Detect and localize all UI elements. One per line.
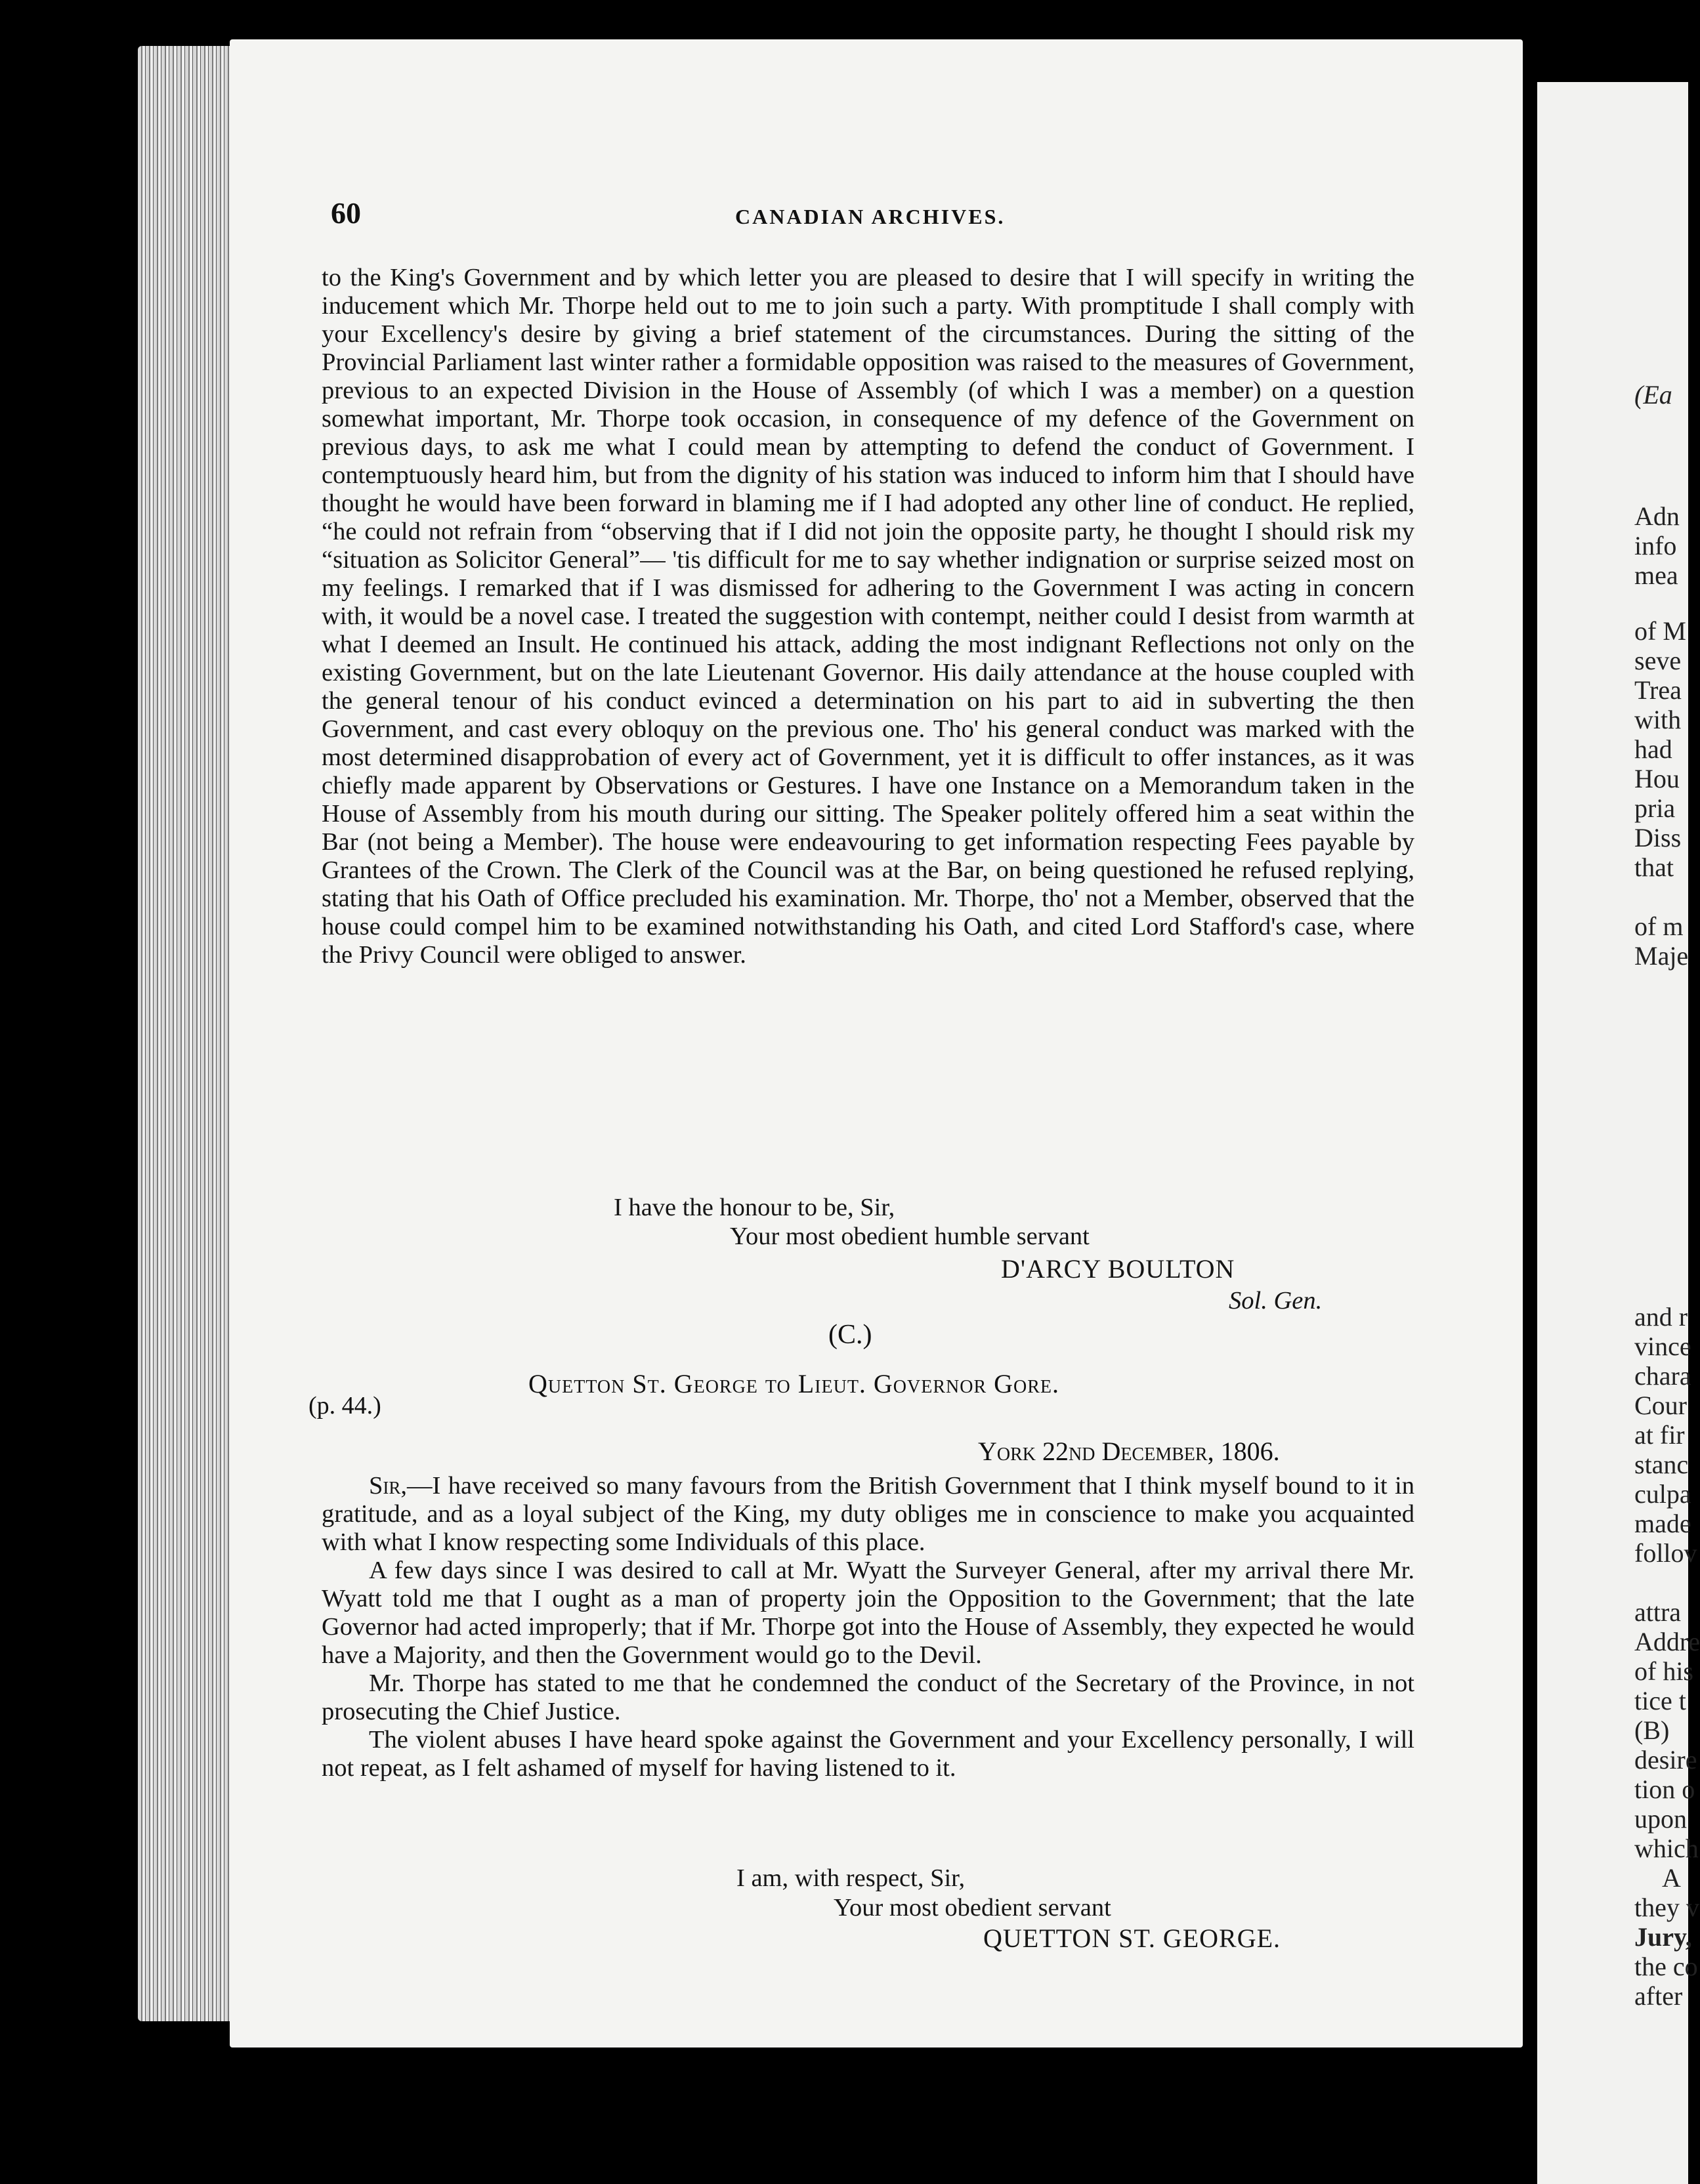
opposite-line: Addre [1634, 1627, 1700, 1656]
opposite-line: made [1634, 1509, 1691, 1538]
letter-c-closing: I am, with respect, Sir, [736, 1864, 966, 1892]
page-number: 60 [331, 196, 361, 230]
paragraph-text: —I have received so many favours from the British Government that I think myself bound to it in gratitude, and as a loyal subject of the King, my duty obliges me in conscience to make you acquainted with what I know respecting some Individuals of this place. [322, 1472, 1414, 1556]
letter-c-complimentary-close: Your most obedient servant [834, 1894, 1111, 1922]
opposite-line: the co [1634, 1952, 1698, 1981]
opposite-line: Adn [1634, 501, 1680, 531]
opposite-line: (B) [1634, 1715, 1670, 1745]
letter-c-signature: QUETTON ST. GEORGE. [983, 1923, 1281, 1953]
section-label: (C.) [828, 1320, 872, 1350]
opposite-line: of M [1634, 616, 1686, 646]
opposite-line: follov [1634, 1538, 1697, 1568]
opposite-line: Trea [1634, 675, 1682, 705]
opposite-line: upon [1634, 1804, 1687, 1834]
opposite-line: vince [1634, 1332, 1691, 1361]
opposite-line: tice t [1634, 1686, 1686, 1715]
opposite-line: at fir [1634, 1420, 1685, 1450]
letter-c-dateline: York 22nd December, 1806. [978, 1437, 1280, 1466]
letter-b-body: to the King's Government and by which letter you are pleased to desire that I will specify in writing the inducement which Mr. Thorpe held out to me to join such a party. With promptitude I shall comply with your Excellency's desire by giving a brief statement of the circumstances. During the sitting of the Provincial Parliament last winter rather a formidable opposition was raised to the measures of Government, previous to an expected Division in the House of Assembly (of which I was a member) on a question somewhat important, Mr. Thorpe took occasion, in consequence of my defence of the Government on previous days, to ask me what I could mean by attempting to defend the conduct of Government. I contemptuously heard him, but from the dignity of his station was induced to inform him that I should have thought he would have been forward in blaming me if I had adopted any other line of conduct. He replied, “he could not refrain from “observing that if I did not join the opposite party, he thought I should risk my “situation as Solicitor General”— 'tis difficult for me to say whether indignation or surprise seized most on my feelings. I remarked that if I was dismissed for adhering to the Government I was acting in concern with, it would be a novel case. I treated the suggestion with contempt, neither could I desist from warmth at what I deemed an Insult. He continued his attack, adding the most indignant Reflections not only on the existing Government, but on the late Lieutenant Governor. His daily attendance at the house coupled with the general tenour of his conduct evinced a determination on his part to aid in subverting the then Government, and cast every obloquy on the previous one. Tho' his general conduct was marked with the most determined disapprobation of every act of Government, yet it is difficult to offer instances, as it was chiefly made apparent by Observations or Gestures. I have one Instance on a Memorandum taken in the House of Assembly from his mouth during our sitting. The Speaker politely offered him a seat within the Bar (not being a Member). The house were endeavouring to get information respecting Fees payable by Grantees of the Crown. The Clerk of the Council was at the Bar, on being questioned he refused replying, stating that his Oath of Office precluded his examination. Mr. Thorpe, tho' not a Member, observed that the house could compel him to be examined notwithstanding his Oath, and cited Lord Stafford's case, where the Privy Council were obliged to answer. [322, 264, 1414, 969]
page-reference: (p. 44.) [308, 1392, 381, 1419]
letter-c-paragraph: The violent abuses I have heard spoke against the Government and your Excellency personally, I will not repeat, as I felt ashamed of myself for having listened to it. [322, 1726, 1414, 1782]
opposite-line: info [1634, 531, 1677, 560]
opposite-line: that [1634, 852, 1674, 882]
opposite-line: Cour [1634, 1391, 1687, 1420]
opposite-line: pria [1634, 793, 1676, 823]
salutation: Sir, [369, 1472, 408, 1500]
letter-b-closing: I have the honour to be, Sir, [614, 1194, 895, 1221]
opposite-line: of m [1634, 912, 1684, 941]
opposite-line: Jury, [1634, 1922, 1692, 1952]
opposite-line: Diss [1634, 823, 1682, 852]
opposite-line: had [1634, 734, 1672, 764]
opposite-line: Hou [1634, 764, 1680, 793]
letter-c-heading: Quetton St. George to Lieut. Governor Gore. [528, 1369, 1060, 1398]
opposite-line: and r [1634, 1302, 1688, 1332]
opposite-line: after [1634, 1981, 1683, 2011]
opposite-line: (Ea [1634, 380, 1672, 410]
opposite-line: chara [1634, 1361, 1691, 1391]
opposite-line: desire [1634, 1745, 1697, 1774]
opposite-line: culpa [1634, 1479, 1691, 1509]
opposite-line: A [1662, 1863, 1681, 1893]
opposite-line: with [1634, 705, 1682, 734]
opposite-line: mea [1634, 560, 1678, 590]
letter-b-signer-title: Sol. Gen. [1229, 1287, 1323, 1314]
opposite-line: of his [1634, 1656, 1693, 1686]
letter-c-body [322, 1472, 1414, 1782]
opposite-line: tion o [1634, 1774, 1695, 1804]
letter-c-paragraph [322, 1472, 1414, 1557]
opposite-line: seve [1634, 646, 1682, 675]
letter-b-complimentary-close: Your most obedient humble servant [730, 1223, 1090, 1250]
running-title: CANADIAN ARCHIVES. [735, 205, 1006, 228]
opposite-line: attra [1634, 1597, 1682, 1627]
opposite-line: Maje [1634, 941, 1689, 971]
opposite-line: stanc [1634, 1450, 1689, 1479]
opposite-line: which [1634, 1834, 1699, 1863]
letter-c-paragraph: Mr. Thorpe has stated to me that he condemned the conduct of the Secretary of the Province, in not prosecuting the Chief Justice. [322, 1670, 1414, 1725]
letter-c-paragraph: A few days since I was desired to call at Mr. Wyatt the Surveyer General, after my arrival there Mr. Wyatt told me that I ought as a man of property join the Opposition to the Government; that the late Governor had acted improperly; that if Mr. Thorpe got into the House of Assembly, they expected he would have a Majority, and then the Government would go to the Devil. [322, 1557, 1414, 1669]
letter-b-signature: D'ARCY BOULTON [1001, 1254, 1235, 1284]
opposite-line: they v [1634, 1893, 1699, 1922]
book-page-edges [138, 46, 243, 2021]
opposite-page-fragment [1537, 82, 1700, 2184]
